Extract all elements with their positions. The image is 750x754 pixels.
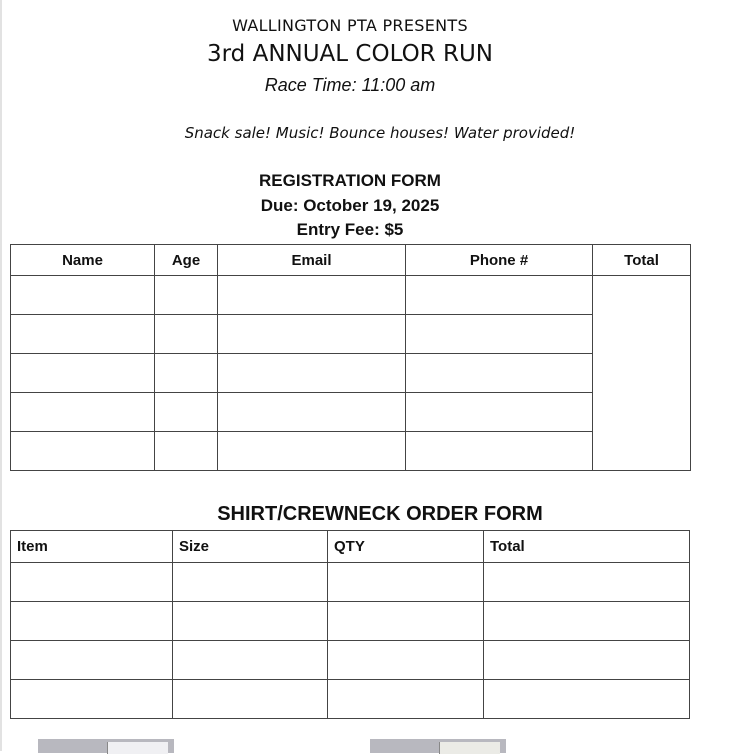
- name-cell[interactable]: [11, 315, 155, 354]
- age-cell[interactable]: [155, 315, 218, 354]
- table-row: [11, 680, 690, 719]
- table-row: [11, 315, 691, 354]
- presents-line: WALLINGTON PTA PRESENTS: [232, 16, 468, 35]
- size-cell[interactable]: [173, 641, 328, 680]
- col-item: Item: [11, 531, 173, 563]
- entry-fee: Entry Fee: $5: [296, 220, 404, 239]
- total-cell[interactable]: [484, 602, 690, 641]
- item-cell[interactable]: [11, 563, 173, 602]
- registration-due: Due: October 19, 2025: [260, 196, 440, 215]
- shirt-order-title: SHIRT/CREWNECK ORDER FORM: [217, 503, 543, 525]
- qty-cell[interactable]: [328, 563, 484, 602]
- size-cell[interactable]: [173, 563, 328, 602]
- name-cell[interactable]: [11, 354, 155, 393]
- total-cell[interactable]: [484, 563, 690, 602]
- phone-cell[interactable]: [406, 354, 593, 393]
- table-row: [11, 432, 691, 471]
- phone-cell[interactable]: [406, 315, 593, 354]
- qty-cell[interactable]: [328, 680, 484, 719]
- tagline: Snack sale! Music! Bounce houses! Water provided!: [184, 124, 576, 142]
- table-row: [11, 602, 690, 641]
- qty-cell[interactable]: [328, 602, 484, 641]
- registration-title: REGISTRATION FORM: [259, 171, 441, 190]
- age-cell[interactable]: [155, 354, 218, 393]
- col-age: Age: [155, 245, 218, 276]
- phone-cell[interactable]: [406, 393, 593, 432]
- shirt-order-table: [10, 530, 690, 719]
- email-cell[interactable]: [218, 276, 406, 315]
- item-cell[interactable]: [11, 602, 173, 641]
- table-header-row: [11, 531, 690, 563]
- page-edge: [0, 0, 2, 751]
- col-size: Size: [173, 531, 328, 563]
- table-header-row: [11, 245, 691, 276]
- table-row: [11, 393, 691, 432]
- total-cell[interactable]: [484, 641, 690, 680]
- item-cell[interactable]: [11, 680, 173, 719]
- total-cell[interactable]: [593, 276, 691, 471]
- col-total: Total: [593, 245, 691, 276]
- name-cell[interactable]: [11, 432, 155, 471]
- total-cell[interactable]: [484, 680, 690, 719]
- email-cell[interactable]: [218, 393, 406, 432]
- email-cell[interactable]: [218, 354, 406, 393]
- age-cell[interactable]: [155, 276, 218, 315]
- table-row: [11, 641, 690, 680]
- age-cell[interactable]: [155, 393, 218, 432]
- name-cell[interactable]: [11, 393, 155, 432]
- col-total: Total: [484, 531, 690, 563]
- email-cell[interactable]: [218, 315, 406, 354]
- email-cell[interactable]: [218, 432, 406, 471]
- qty-cell[interactable]: [328, 641, 484, 680]
- race-time: Race Time: 11:00 am: [264, 75, 436, 95]
- size-cell[interactable]: [173, 602, 328, 641]
- registration-table: [10, 244, 691, 471]
- col-phone: Phone #: [406, 245, 593, 276]
- col-name: Name: [11, 245, 155, 276]
- phone-cell[interactable]: [406, 276, 593, 315]
- phone-cell[interactable]: [406, 432, 593, 471]
- table-row: [11, 276, 691, 315]
- table-row: [11, 563, 690, 602]
- table-row: [11, 354, 691, 393]
- col-email: Email: [218, 245, 406, 276]
- name-cell[interactable]: [11, 276, 155, 315]
- item-cell[interactable]: [11, 641, 173, 680]
- size-cell[interactable]: [173, 680, 328, 719]
- event-title: 3rd ANNUAL COLOR RUN: [206, 41, 493, 67]
- age-cell[interactable]: [155, 432, 218, 471]
- col-qty: QTY: [328, 531, 484, 563]
